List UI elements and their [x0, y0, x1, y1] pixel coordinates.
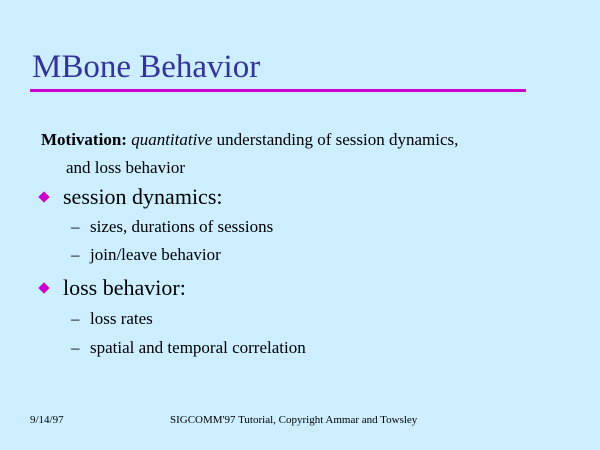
- sub-item: [71, 216, 273, 238]
- sub-item: [71, 337, 306, 359]
- motivation-emphasis: quantitative: [131, 130, 213, 149]
- slide-title: MBone Behavior: [32, 49, 261, 85]
- motivation-continuation: and loss behavior: [66, 158, 185, 177]
- bullet-label: session dynamics:: [63, 184, 223, 209]
- motivation-label: Motivation:: [41, 130, 127, 149]
- dash-marker: –: [71, 338, 80, 357]
- bullet-label: loss behavior:: [63, 275, 186, 300]
- sub-item: [71, 244, 221, 266]
- title-underline: [30, 89, 526, 92]
- dash-marker: –: [71, 309, 80, 328]
- motivation-text: understanding of session dynamics,: [216, 130, 459, 149]
- diamond-bullet-icon: [38, 282, 49, 293]
- sub-item-text: sizes, durations of sessions: [90, 217, 274, 236]
- sub-item-text: spatial and temporal correlation: [90, 338, 306, 357]
- sub-item-text: join/leave behavior: [90, 245, 221, 264]
- dash-marker: –: [71, 245, 80, 264]
- sub-item-text: loss rates: [90, 309, 153, 328]
- diamond-bullet-icon: [38, 191, 49, 202]
- sub-item: [71, 308, 153, 330]
- footer-credit: SIGCOMM'97 Tutorial, Copyright Ammar and Towsley: [170, 414, 418, 426]
- dash-marker: –: [71, 217, 80, 236]
- motivation-paragraph: [41, 126, 581, 182]
- footer-date: 9/14/97: [30, 414, 64, 426]
